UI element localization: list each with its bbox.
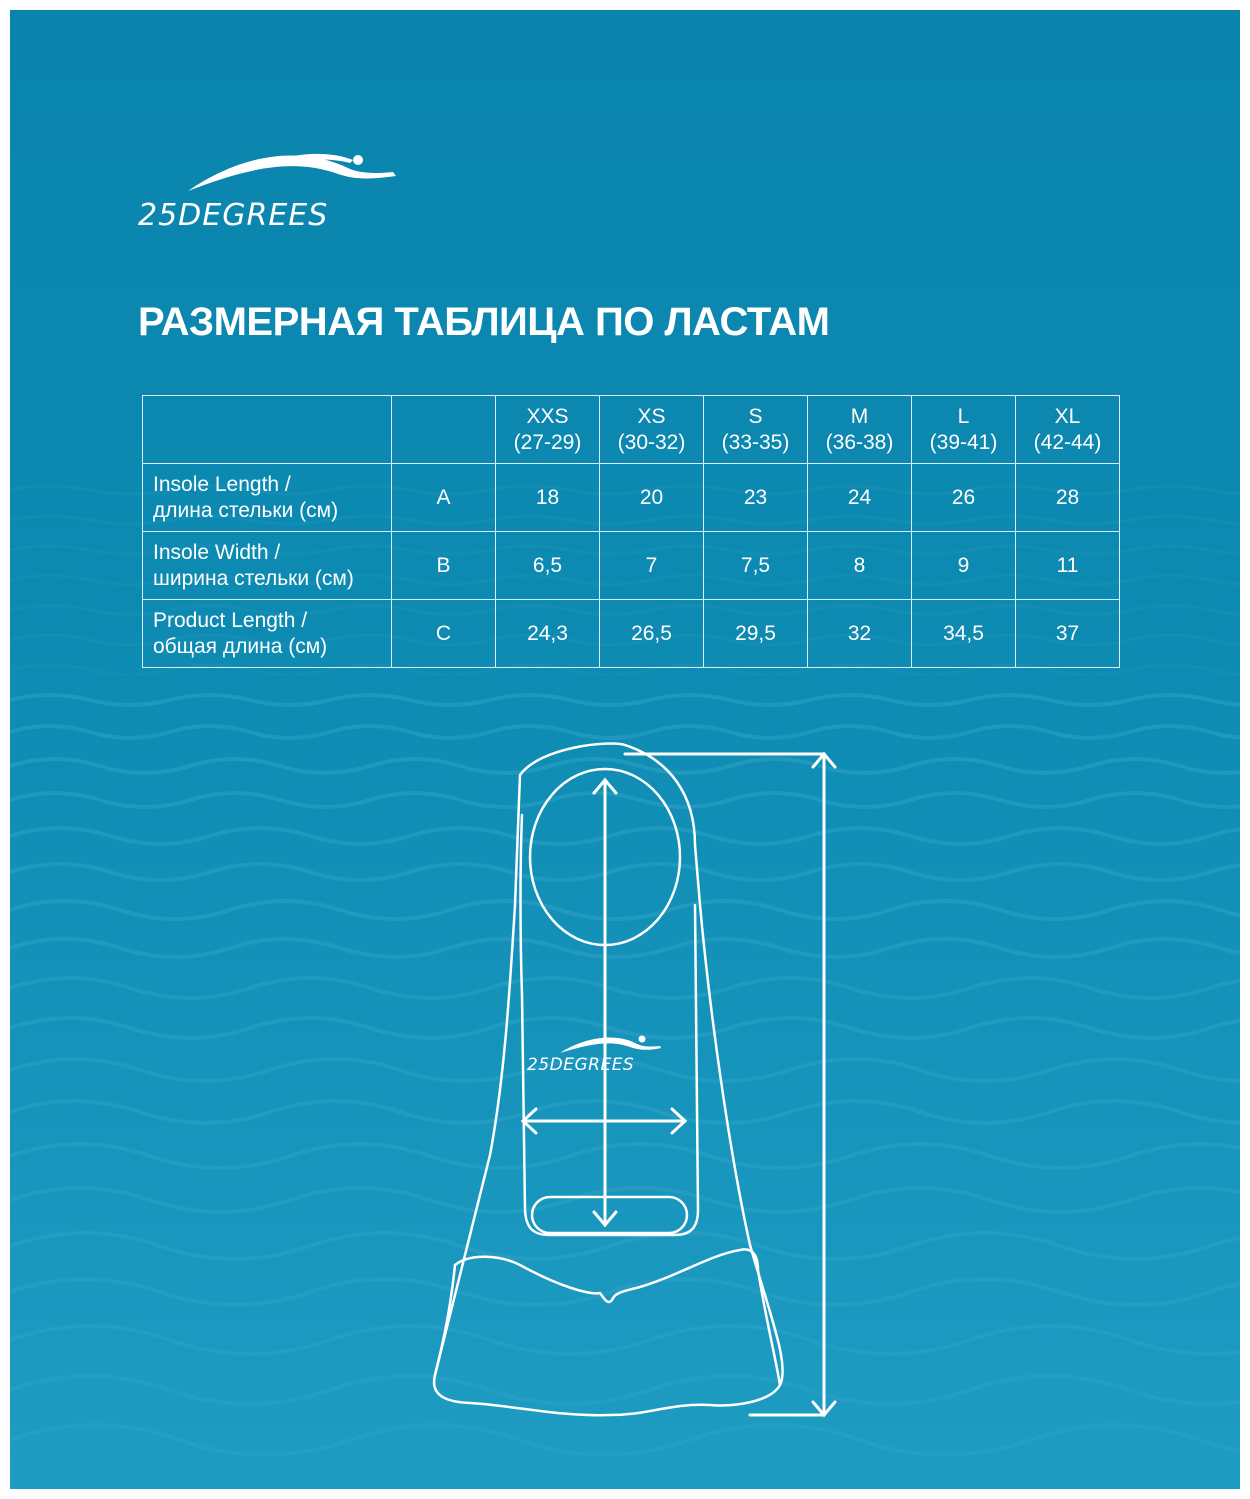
fin-brand-wordmark: 25DEGREES (527, 1055, 635, 1075)
row-label-en: Product Length / (153, 608, 308, 632)
value-cell: 32 (808, 600, 912, 668)
table-row (143, 600, 1120, 668)
size-name: XS (637, 404, 666, 428)
fin-diagram (410, 735, 840, 1435)
brand-logo (138, 146, 388, 241)
fin-foot-pocket-outline (521, 815, 699, 1235)
size-header-cell (808, 396, 912, 464)
value-cell: 11 (1016, 532, 1120, 600)
size-range: (33-35) (721, 430, 790, 454)
vertical-double-arrow-icon (594, 780, 616, 1225)
table-header-row (143, 396, 1120, 464)
size-range: (27-29) (513, 430, 582, 454)
row-label-cell (143, 532, 392, 600)
page-title: РАЗМЕРНАЯ ТАБЛИЦА ПО ЛАСТАМ (138, 300, 830, 344)
header-empty-cell (143, 396, 392, 464)
row-label-en: Insole Width / (153, 540, 281, 564)
size-header-cell (1016, 396, 1120, 464)
value-cell: 24 (808, 464, 912, 532)
swimmer-swoosh-icon (178, 146, 428, 196)
row-letter-cell: A (392, 464, 496, 532)
fin-blade-top-edge (455, 1249, 758, 1302)
value-cell: 26,5 (600, 600, 704, 668)
size-header-cell (600, 396, 704, 464)
size-name: M (850, 404, 869, 428)
size-range: (42-44) (1033, 430, 1102, 454)
size-table (142, 395, 1120, 668)
row-letter-cell: B (392, 532, 496, 600)
size-header-cell (704, 396, 808, 464)
value-cell: 34,5 (912, 600, 1016, 668)
product-length-arrow-icon (625, 754, 835, 1415)
fin-outer-outline (434, 744, 783, 1416)
row-label-cell (143, 600, 392, 668)
size-name: S (748, 404, 763, 428)
row-label-ru: ширина стельки (см) (153, 566, 354, 590)
size-name: XXS (526, 404, 569, 428)
row-label-ru: общая длина (см) (153, 634, 328, 658)
size-header-cell (912, 396, 1016, 464)
value-cell: 18 (496, 464, 600, 532)
row-label-en: Insole Length / (153, 472, 291, 496)
size-range: (39-41) (929, 430, 998, 454)
value-cell: 9 (912, 532, 1016, 600)
value-cell: 20 (600, 464, 704, 532)
row-label-ru: длина стельки (см) (153, 498, 339, 522)
fin-blade-left-edge (435, 1265, 455, 1375)
size-header-cell (496, 396, 600, 464)
value-cell: 8 (808, 532, 912, 600)
brand-wordmark: 25DEGREES (138, 198, 329, 233)
value-cell: 23 (704, 464, 808, 532)
size-chart-canvas (10, 10, 1240, 1489)
size-name: L (957, 404, 970, 428)
row-letter-cell: C (392, 600, 496, 668)
swimmer-swoosh-icon (560, 1036, 661, 1054)
size-range: (30-32) (617, 430, 686, 454)
value-cell: 29,5 (704, 600, 808, 668)
fin-toe-slot (532, 1197, 687, 1233)
fin-blade-right-edge (758, 1270, 780, 1385)
value-cell: 7 (600, 532, 704, 600)
fin-outline-drawing (410, 735, 840, 1435)
value-cell: 7,5 (704, 532, 808, 600)
value-cell: 6,5 (496, 532, 600, 600)
row-label-cell (143, 464, 392, 532)
value-cell: 28 (1016, 464, 1120, 532)
table-row (143, 464, 1120, 532)
header-empty-cell (392, 396, 496, 464)
value-cell: 26 (912, 464, 1016, 532)
value-cell: 24,3 (496, 600, 600, 668)
table-row (143, 532, 1120, 600)
value-cell: 37 (1016, 600, 1120, 668)
size-name: XL (1054, 404, 1081, 428)
size-range: (36-38) (825, 430, 894, 454)
